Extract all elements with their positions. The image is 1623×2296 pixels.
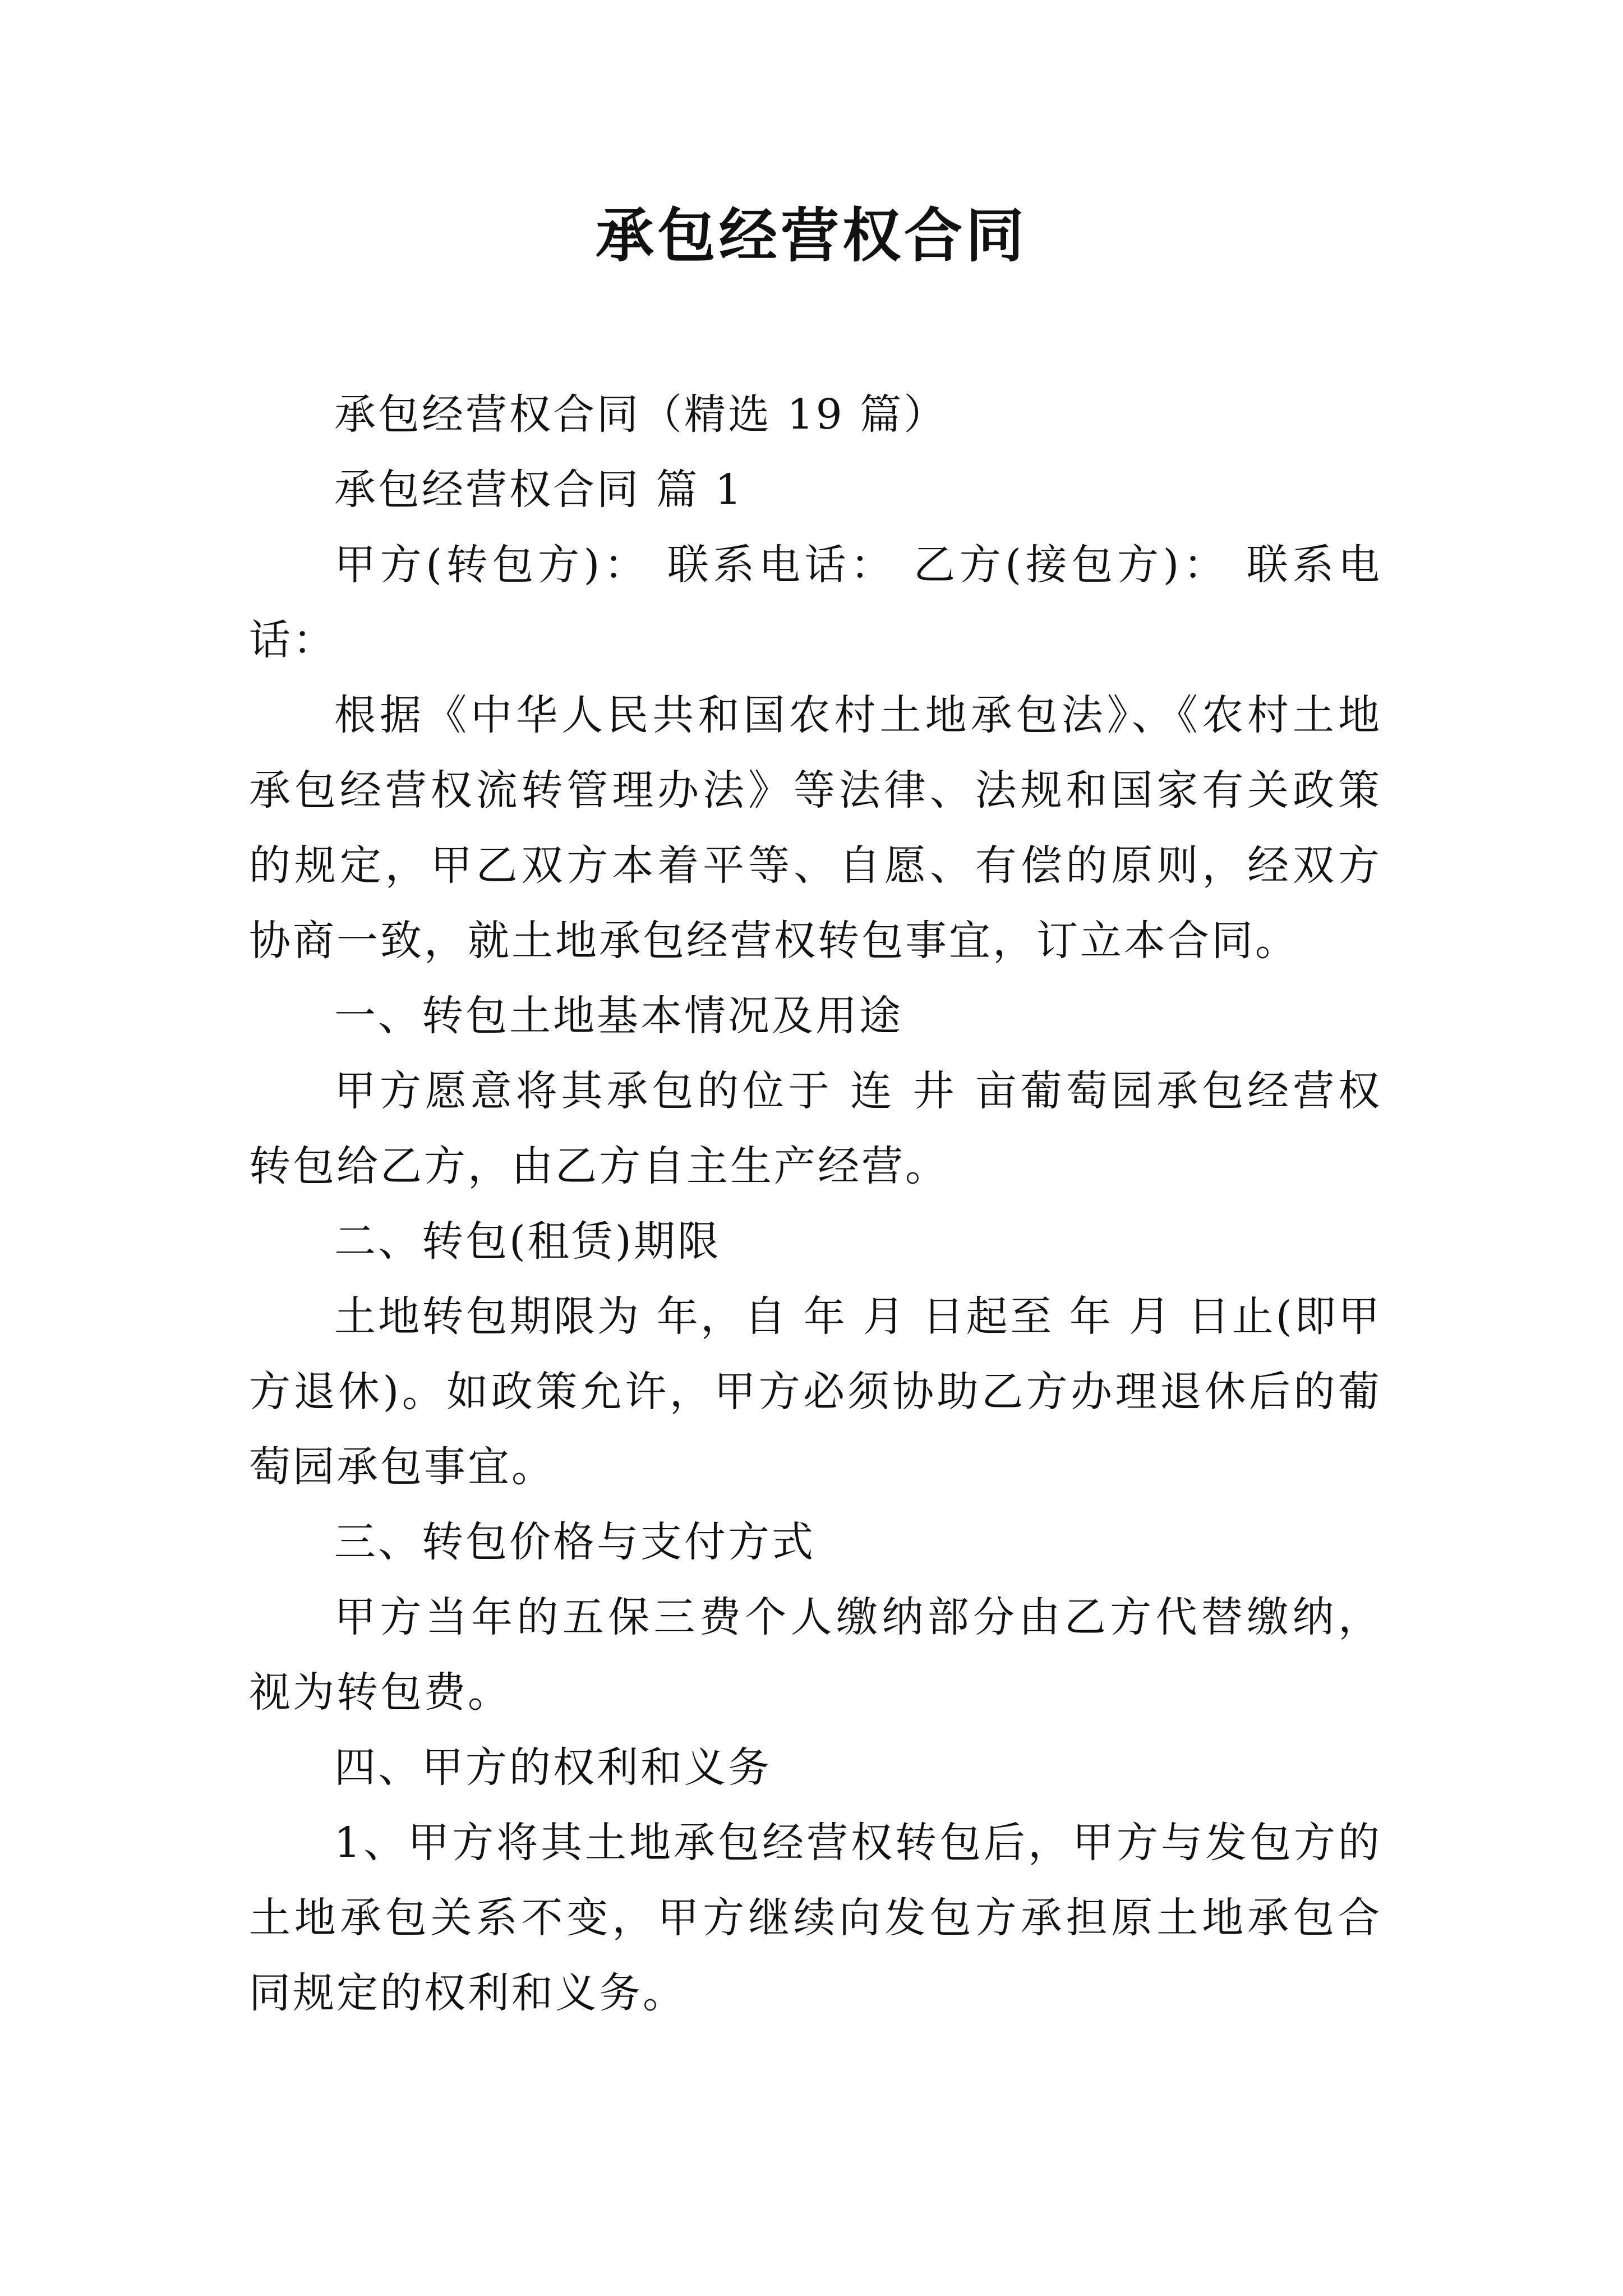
clause-paragraph-2: 土地转包期限为 年，自 年 月 日起至 年 月 日止(即甲方退休)。如政策允许，甲方必须协助乙方办理退休后的葡萄园承包事宜。: [249, 1292, 1382, 1491]
clause-heading-4: 四、甲方的权利和义务: [334, 1743, 772, 1792]
clause-paragraph-1: 甲方愿意将其承包的位于 连 井 亩葡萄园承包经营权转包给乙方，由乙方自主生产经营。: [249, 1067, 1382, 1190]
parties-line: 甲方(转包方)： 联系电话： 乙方(接包方)： 联系电话：: [249, 541, 1382, 664]
clause-paragraph-3: 甲方当年的五保三费个人缴纳部分由乙方代替缴纳，视为转包费。: [249, 1593, 1382, 1717]
clause-heading-2: 二、转包(租赁)期限: [334, 1217, 721, 1266]
section-heading-part-1: 承包经营权合同 篇 1: [334, 466, 744, 514]
document-title: 承包经营权合同: [595, 201, 1027, 270]
clause-paragraph-4-item-1: 1、甲方将其土地承包经营权转包后，甲方与发包方的土地承包关系不变，甲方继续向发包方承担原土地承包合同规定的权利和义务。: [249, 1819, 1382, 2017]
document-body: [249, 377, 1382, 2031]
preamble-paragraph: 根据《中华人民共和国农村土地承包法》、《农村土地承包经营权流转管理办法》等法律、法规和国家有关政策的规定，甲乙双方本着平等、自愿、有偿的原则，经双方协商一致，就土地承包经营权转包事宜，订立本合同。: [249, 691, 1382, 965]
clause-heading-3: 三、转包价格与支付方式: [334, 1518, 815, 1566]
subtitle-line: 承包经营权合同（精选 19 篇）: [334, 390, 948, 439]
clause-heading-1: 一、转包土地基本情况及用途: [334, 992, 903, 1040]
